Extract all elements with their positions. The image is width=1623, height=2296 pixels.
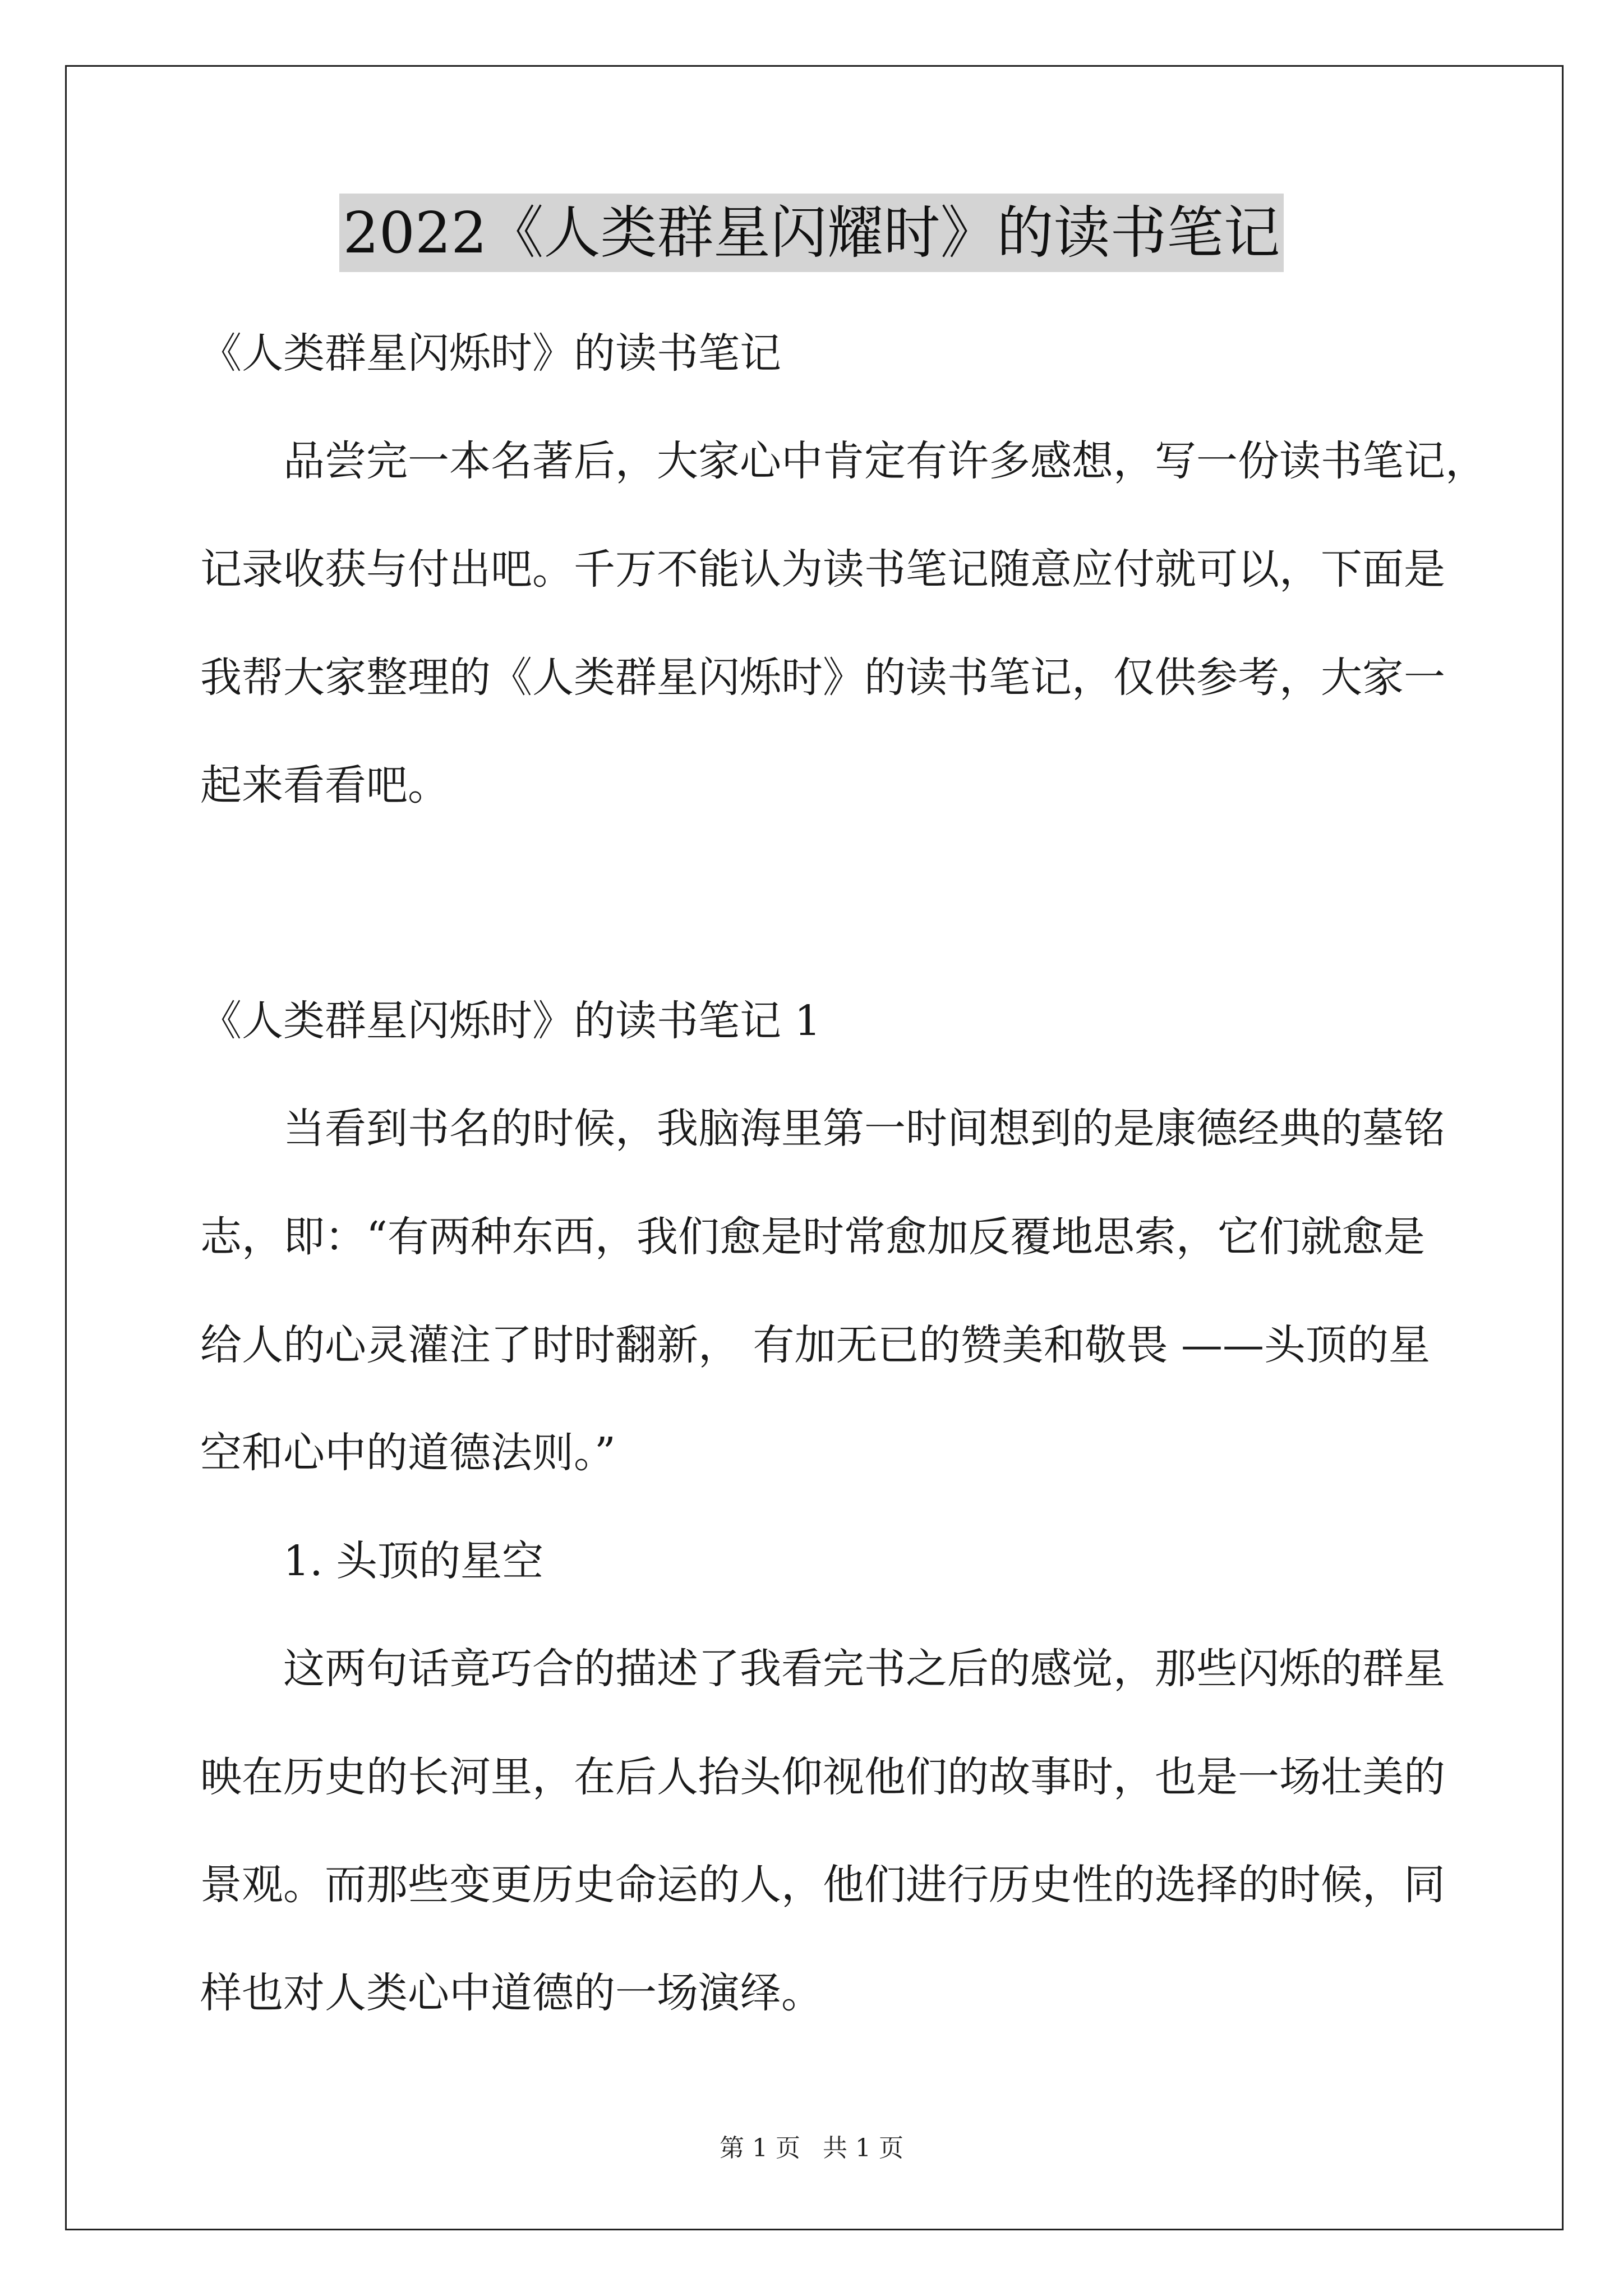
paragraph-line: 记录收获与付出吧。千万不能认为读书笔记随意应付就可以，下面是 [200, 545, 1445, 593]
paragraph-line: 给人的心灵灌注了时时翻新， 有加无已的赞美和敬畏 ——头顶的星 [200, 1321, 1431, 1369]
paragraph-line: 样也对人类心中道德的一场演绎。 [200, 1969, 823, 2017]
title-container [0, 194, 1623, 272]
subheading: 1. 头顶的星空 [283, 1537, 544, 1585]
paragraph-line: 这两句话竟巧合的描述了我看完书之后的感觉，那些闪烁的群星 [283, 1645, 1445, 1693]
section-heading: 《人类群星闪烁时》的读书笔记 1 [200, 997, 821, 1045]
paragraph-line: 品尝完一本名著后，大家心中肯定有许多感想，写一份读书笔记， [283, 437, 1487, 485]
paragraph-line: 当看到书名的时候，我脑海里第一时间想到的是康德经典的墓铭 [283, 1105, 1445, 1153]
paragraph-line: 我帮大家整理的《人类群星闪烁时》的读书笔记，仅供参考，大家一 [200, 654, 1445, 702]
paragraph-line: 志，即：“有两种东西，我们愈是时常愈加反覆地思索，它们就愈是 [200, 1213, 1425, 1261]
page-footer [0, 2132, 1623, 2165]
paragraph-line: 景观。而那些变更历史命运的人，他们进行历史性的选择的时候，同 [200, 1861, 1445, 1909]
paragraph-line: 起来看看吧。 [200, 761, 449, 809]
paragraph-line: 映在历史的长河里，在后人抬头仰视他们的故事时，也是一场壮美的 [200, 1753, 1445, 1801]
paragraph-line: 空和心中的道德法则。” [200, 1429, 616, 1477]
document-title: 2022《人类群星闪耀时》的读书笔记 [339, 194, 1283, 272]
page-number: 第 1 页 [720, 2134, 800, 2162]
page-total: 共 1 页 [823, 2134, 903, 2162]
subtitle-line: 《人类群星闪烁时》的读书笔记 [200, 329, 781, 378]
